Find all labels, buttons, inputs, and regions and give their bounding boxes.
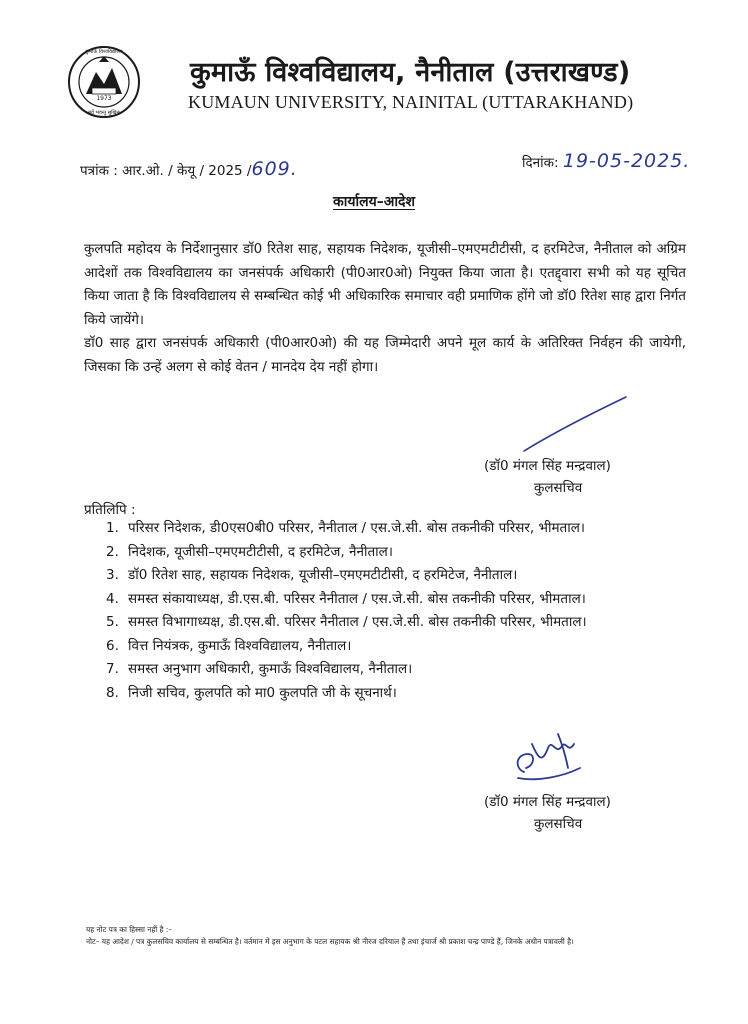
logo-text-bottom: सर्वे भवन्तु सुखिनः xyxy=(87,110,121,116)
reference-number xyxy=(80,158,298,180)
signatory-name: (डॉ0 मंगल सिंह मन्द्रवाल) xyxy=(484,794,611,810)
logo-year: 1973 xyxy=(96,95,112,102)
date-handwritten-value: 19-05-2025. xyxy=(562,150,691,172)
footer-note-line-2: नोट– यह आदेश / पत्र कुलसचिव कार्यालय से सम्बन्धित है। वर्तमान में इस अनुभाग के पटल सहायक श्री नीरज दरियाल हैं तथा इंचार्ज श्री प्रकाश चन्द्र पाण्डे हैं, जिनके अधीन पत्रावली है। xyxy=(86,937,574,946)
university-logo-icon xyxy=(66,42,142,126)
document-title: कार्यालय–आदेश xyxy=(333,194,415,210)
footer-note-line-1: यह नोट पत्र का हिस्सा नहीं है :– xyxy=(86,925,173,934)
date-label: दिनांक: xyxy=(522,155,559,171)
logo-text-top: कुमाऊँ विश्वविद्यालय xyxy=(85,49,123,55)
date-line xyxy=(522,150,690,172)
university-name-english: KUMAUN UNIVERSITY, NAINITAL (UTTARAKHAND) xyxy=(188,92,634,112)
signatory-name: (डॉ0 मंगल सिंह मन्द्रवाल) xyxy=(484,458,611,474)
reference-label: पत्रांक : आर.ओ. / केयू / 2025 / xyxy=(80,163,252,179)
handwritten-signature-icon xyxy=(508,724,588,784)
list-item: 4. समस्त संकायाध्यक्ष, डी.एस.बी. परिसर नैनीताल / एस.जे.सी. बोस तकनीकी परिसर, भीमताल। xyxy=(106,590,586,607)
list-item: 3. डॉ0 रितेश साह, सहायक निदेशक, यूजीसी–एमएमटीटीसी, द हरमिटेज, नैनीताल। xyxy=(106,567,518,583)
body-paragraph-1: कुलपति महोदय के निर्देशानुसार डॉ0 रितेश साह, सहायक निदेशक, यूजीसी–एमएमटीटीसी, द हरमिटेज, नैनीताल को अग्रिम आदेशों तक विश्वविद्यालय का जनसंपर्क अधिकारी (पी0आर0ओ) नियुक्त किया जाता है। एतद्द्वारा सभी को यह सूचित किया जाता है कि विश्वविद्यालय से सम्बन्धित कोई भी अधिकारिक समाचार वही प्रमाणिक होंगे जो डॉ0 रितेश साह द्वारा निर्गत किये जायेंगे। xyxy=(84,241,686,328)
copy-to-list xyxy=(106,518,688,706)
copy-to-label: प्रतिलिपि : xyxy=(84,502,136,518)
body-paragraph-2: डॉ0 साह द्वारा जनसंपर्क अधिकारी (पी0आर0ओ) की यह जिम्मेदारी अपने मूल कार्य के अतिरिक्त निर्वहन की जायेगी, जिसका कि उन्हें अलग से कोई वेतन / मानदेय देय नहीं होगा। xyxy=(84,335,686,375)
list-item: 5. समस्त विभागाध्यक्ष, डी.एस.बी. परिसर नैनीताल / एस.जे.सी. बोस तकनीकी परिसर, भीमताल। xyxy=(106,614,587,630)
footer-note xyxy=(86,924,696,948)
list-item: 2. निदेशक, यूजीसी–एमएमटीटीसी, द हरमिटेज, नैनीताल। xyxy=(106,543,393,560)
list-item: 6. वित्त नियंत्रक, कुमाऊँ विश्वविद्यालय, नैनीताल। xyxy=(106,637,352,654)
signatory-designation: कुलसचिव xyxy=(534,480,583,496)
university-name-hindi: कुमाऊँ विश्वविद्यालय, नैनीताल (उत्तराखण्ड) xyxy=(190,57,631,88)
reference-handwritten-number: 609. xyxy=(251,158,298,180)
signatory-designation: कुलसचिव xyxy=(534,816,583,832)
list-item: 7. समस्त अनुभाग अधिकारी, कुमाऊँ विश्वविद्यालय, नैनीताल। xyxy=(106,661,413,677)
list-item: 8. निजी सचिव, कुलपति को मा0 कुलपति जी के सूचनार्थ। xyxy=(106,684,397,701)
list-item: 1. परिसर निदेशक, डी0एस0बी0 परिसर, नैनीताल / एस.जे.सी. बोस तकनीकी परिसर, भीमताल। xyxy=(106,520,586,536)
order-body xyxy=(84,238,686,379)
signature-stroke-icon xyxy=(520,395,630,455)
